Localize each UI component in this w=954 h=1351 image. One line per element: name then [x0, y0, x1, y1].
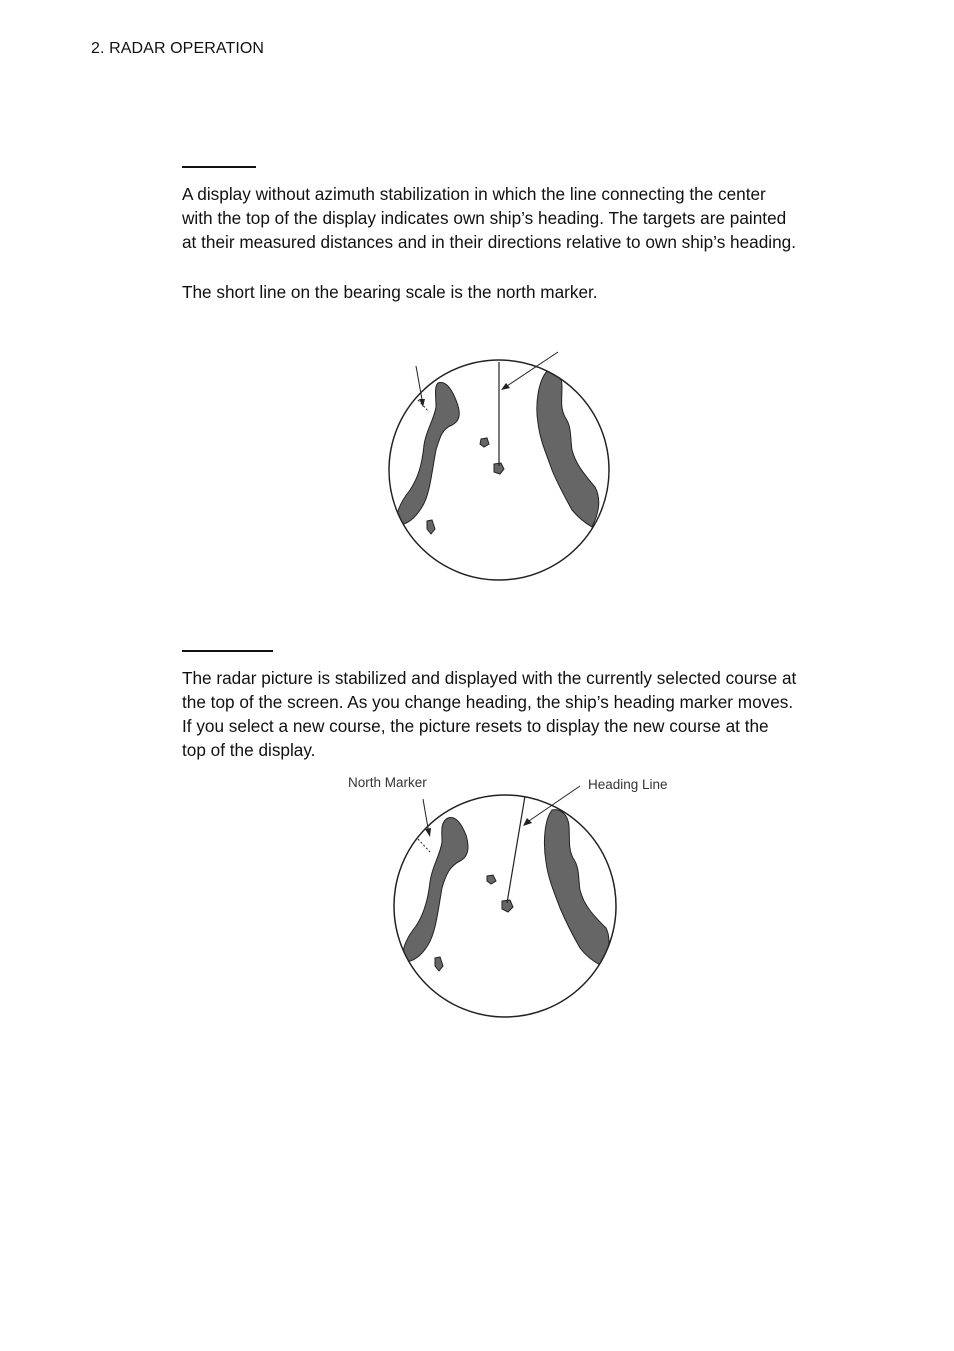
arrowhead	[501, 383, 510, 390]
section-heading-rule-2	[182, 650, 273, 652]
page-header: 2. RADAR OPERATION	[91, 40, 265, 57]
arrowhead	[523, 818, 532, 826]
target-echo	[487, 875, 496, 884]
heading-line	[507, 796, 525, 903]
radar-diagram-course-up	[340, 770, 690, 1025]
north-marker-label: North Marker	[348, 775, 427, 790]
landmass-left	[397, 382, 459, 525]
section2-paragraph	[182, 666, 852, 762]
text-line: the top of the screen. As you change heading, the ship’s heading marker moves.	[182, 692, 794, 712]
text-line: top of the display.	[182, 740, 316, 760]
arrowhead	[419, 399, 425, 407]
section1-paragraph	[182, 182, 852, 254]
text-line: The short line on the bearing scale is the north marker.	[182, 282, 598, 302]
target-echo	[480, 438, 489, 447]
section-heading-rule-1	[182, 166, 256, 168]
landmass-left	[403, 817, 468, 962]
landmass-right	[537, 369, 599, 527]
text-line: If you select a new course, the picture resets to display the new course at the	[182, 716, 769, 736]
landmass-right	[544, 810, 609, 966]
text-line: A display without azimuth stabilization in which the line connecting the center	[182, 184, 766, 204]
text-line: with the top of the display indicates own ship’s heading. The targets are painted	[182, 208, 787, 228]
text-line: The radar picture is stabilized and displayed with the currently selected course at	[182, 668, 797, 688]
arrowhead	[425, 828, 431, 837]
north-marker	[418, 839, 430, 852]
target-echo	[435, 957, 443, 971]
text-line: at their measured distances and in their directions relative to own ship’s heading.	[182, 232, 797, 252]
heading-line-label: Heading Line	[588, 777, 668, 792]
section1-note	[182, 280, 852, 304]
target-echo	[427, 520, 435, 534]
radar-diagram-head-up	[380, 345, 620, 590]
